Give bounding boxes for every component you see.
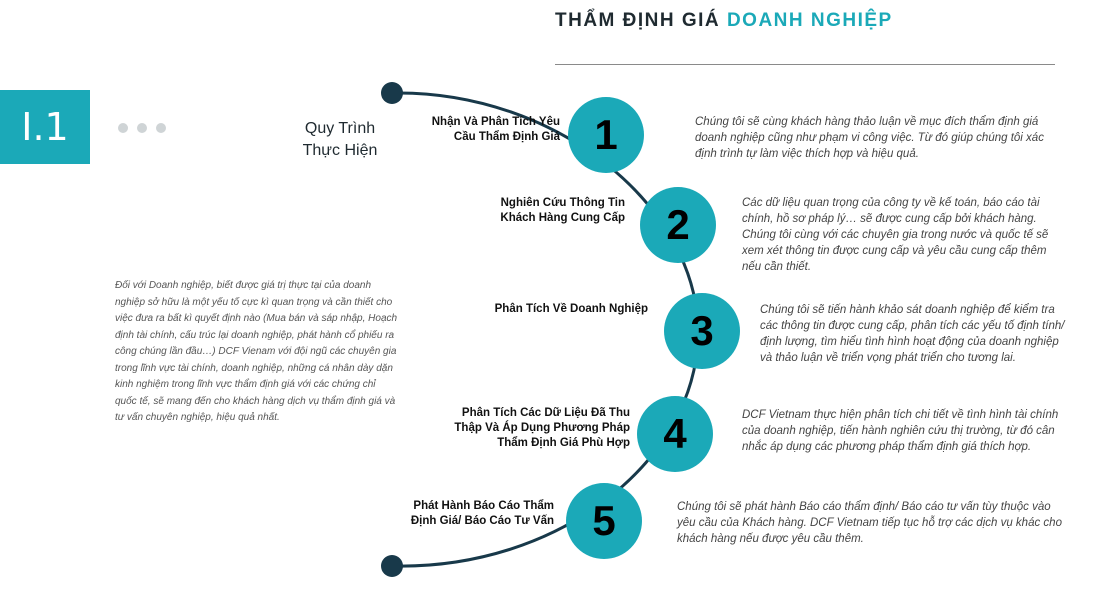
- step-2-circle: 2: [640, 187, 716, 263]
- page-title-part1: THẨM ĐỊNH GIÁ: [555, 10, 727, 31]
- step-5-label: Phát Hành Báo Cáo Thẩm Định Giá/ Báo Cáo Tư Vấn: [410, 500, 554, 527]
- intro-paragraph: Đối với Doanh nghiệp, biết được giá trị thực tại của doanh nghiệp sở hữu là một yếu tố cực kì quan trọng và cần thiết cho việc đưa ra bất kì quyết định nào (Mua bán và sáp nhập, Hoạch định tài chính, cấu trúc lại doanh nghiệp, phát hành cổ phiếu ra công chúng lần đầu…) DCF Vienam với đội ngũ các chuyên gia trong lĩnh vực tài chính, doanh nghiệp, những cá nhân dày dặn kinh nghiệm trong lĩnh vực thẩm định giá với các chứng chỉ quốc tế, sẽ mang đến cho khách hàng dịch vụ thẩm định giá và tư vấn chuyên nghiệp, hiệu quả nhất.: [115, 280, 398, 423]
- step-1-description: Chúng tôi sẽ cùng khách hàng thảo luận về mục đích thẩm định giá doanh nghiệp cũng như phạm vi công việc. Từ đó giúp chúng tôi xác định trình tự làm việc thích hợp và hiệu quả.: [695, 116, 1044, 160]
- step-1-circle: 1: [568, 97, 644, 173]
- step-1-label: Nhận Và Phân Tích Yêu Cầu Thẩm Định Giá: [431, 116, 560, 143]
- step-3-label: Phân Tích Về Doanh Nghiệp: [494, 303, 648, 315]
- page-title-accent: DOANH NGHIỆP: [726, 10, 893, 31]
- step-4-circle: 4: [637, 396, 713, 472]
- step-4-label: Phân Tích Các Dữ Liệu Đã Thu Thập Và Áp Dụng Phương Pháp Thẩm Định Giá Phù Hợp: [454, 407, 630, 449]
- arc-end-dot: [381, 555, 403, 577]
- step-4-description: DCF Vietnam thực hiện phân tích chi tiết về tình hình tài chính của doanh nghiệp, tiến hành nghiên cứu thị trường, từ đó cân nhắc áp dụng các phương pháp thẩm định giá thích hợp.: [742, 409, 1059, 453]
- step-2-description: Các dữ liệu quan trọng của công ty về kế toán, báo cáo tài chính, hồ sơ pháp lý… sẽ được cung cấp bởi khách hàng. Chúng tôi cùng với các chuyên gia trong nước và quốc tế sẽ xem xét thông tin được cung cấp và yêu cầu cung cấp thêm nếu cần thiết.: [742, 197, 1049, 273]
- step-2-label: Nghiên Cứu Thông Tin Khách Hàng Cung Cấp: [500, 197, 625, 224]
- process-title-line1: Quy Trình: [304, 120, 376, 137]
- step-5-description: Chúng tôi sẽ phát hành Báo cáo thẩm định/ Báo cáo tư vấn tùy thuộc vào yêu cầu của Khách hàng. DCF Vietnam tiếp tục hỗ trợ các dịch vụ khác cho khách hàng nếu được yêu cầu thêm.: [677, 501, 1062, 545]
- step-3-circle: 3: [664, 293, 740, 369]
- arc-start-dot: [381, 82, 403, 104]
- step-5-circle: 5: [566, 483, 642, 559]
- section-number-badge: I.1: [0, 90, 90, 164]
- step-3-description: Chúng tôi sẽ tiến hành khảo sát doanh nghiệp để kiểm tra các thông tin được cung cấp, phân tích các yếu tố định tính/định lượng, tìm hiểu tình hình hoạt động của doanh nghiệp và thảo luận về triển vọng phát triển cho tương lai.: [760, 304, 1065, 364]
- process-title-line2: Thực Hiện: [302, 142, 378, 159]
